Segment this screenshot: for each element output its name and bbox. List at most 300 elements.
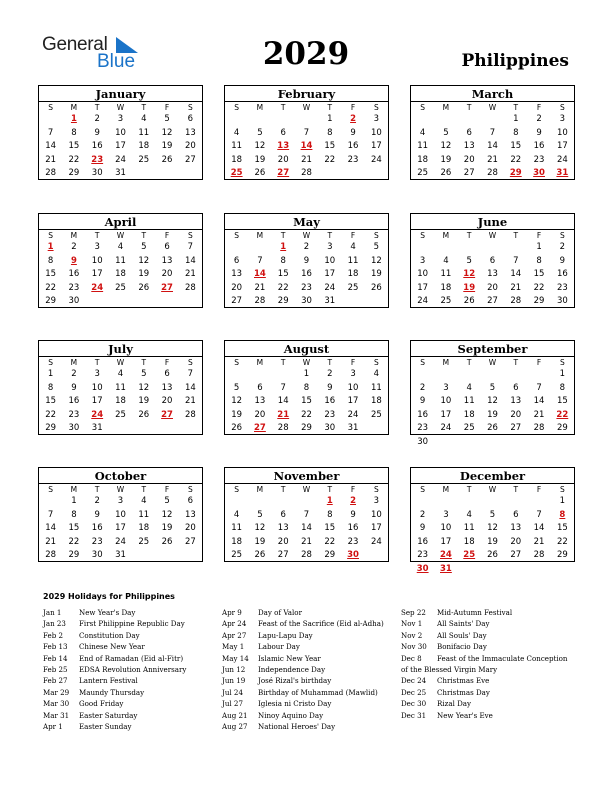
day-cell: 20 (510, 409, 522, 420)
weekday-label: S (234, 103, 240, 112)
day-cell: 3 (94, 369, 100, 379)
blank-cell (295, 495, 318, 509)
day-cell: 16 (417, 409, 429, 420)
day-cell: 16 (556, 269, 568, 280)
month-february (224, 85, 389, 180)
day-cell: 26 (463, 296, 475, 307)
day-cell: 15 (45, 269, 57, 280)
day-cell: 8 (47, 255, 54, 266)
day-cell: 18 (417, 154, 429, 165)
day-cell: 6 (164, 369, 170, 379)
weekday-label: F (164, 485, 170, 494)
day-cell: 8 (513, 127, 519, 138)
day-cell: 22 (533, 282, 545, 293)
weekday-label: S (373, 358, 379, 367)
weekday-label: M (442, 485, 450, 494)
day-cell: 26 (231, 423, 243, 434)
day-cell: 2 (94, 496, 100, 506)
holiday-day-cell: 1 (70, 114, 77, 124)
holiday-row (401, 653, 568, 664)
blank-cell (458, 113, 481, 127)
holidays-title: 2029 Holidays for Philippines (43, 592, 175, 601)
day-cell: 7 (187, 369, 194, 379)
day-cell: 8 (327, 509, 333, 520)
month-grid (39, 483, 202, 563)
holiday-row (222, 721, 384, 732)
day-cell: 13 (487, 269, 498, 280)
day-cell: 23 (68, 409, 80, 420)
day-cell: 17 (115, 141, 126, 152)
holiday-row (222, 698, 384, 709)
day-cell: 15 (324, 523, 336, 534)
holiday-name: Maundy Thursday (79, 687, 145, 697)
day-cell: 20 (184, 141, 196, 152)
day-cell: 22 (68, 536, 80, 547)
day-cell: 24 (370, 154, 382, 165)
holiday-name: Easter Sunday (79, 721, 132, 731)
day-cell: 14 (184, 382, 196, 393)
day-cell: 18 (463, 409, 475, 420)
blank-cell (411, 113, 434, 127)
day-cell: 25 (370, 409, 382, 420)
day-cell: 12 (370, 255, 382, 266)
day-cell: 18 (231, 154, 243, 165)
day-cell: 8 (71, 509, 77, 520)
weekday-label: S (187, 485, 193, 494)
day-cell: 6 (489, 255, 496, 266)
holiday-name: Day of Valor (258, 608, 302, 617)
day-cell: 14 (533, 396, 545, 407)
day-cell: 15 (68, 141, 80, 152)
holiday-name: Christmas Day (437, 687, 490, 697)
holiday-day-cell: 24 (91, 409, 104, 420)
month-april (38, 213, 203, 308)
day-cell: 9 (536, 127, 542, 138)
day-cell: 30 (417, 436, 429, 447)
day-cell: 17 (370, 141, 382, 152)
day-cell: 15 (324, 141, 336, 152)
day-cell: 9 (350, 509, 356, 520)
day-cell: 19 (231, 409, 243, 420)
day-cell: 22 (324, 154, 336, 165)
holiday-day-cell: 14 (254, 269, 266, 280)
day-cell: 1 (327, 114, 333, 124)
weekday-label: T (141, 103, 147, 112)
day-cell: 2 (419, 509, 426, 520)
weekday-label: T (94, 358, 100, 367)
day-cell: 30 (68, 296, 80, 307)
day-cell: 10 (91, 255, 103, 266)
day-cell: 14 (45, 523, 57, 534)
holiday-date: Jan 1 (43, 608, 62, 617)
day-cell: 12 (254, 523, 266, 534)
day-cell: 10 (115, 509, 126, 520)
day-cell: 3 (443, 382, 449, 393)
blank-cell (225, 113, 248, 127)
day-cell: 14 (277, 396, 289, 407)
day-cell: 5 (489, 382, 496, 393)
weekday-label: M (70, 231, 78, 240)
holiday-day-cell: 2 (350, 114, 357, 124)
holiday-name: Iglesia ni Cristo Day (258, 699, 332, 709)
day-cell: 2 (71, 242, 77, 252)
blank-cell (434, 113, 457, 127)
weekday-label: F (536, 103, 542, 112)
month-name: October (94, 469, 147, 483)
day-cell: 12 (138, 382, 150, 393)
blank-cell (295, 113, 318, 127)
weekday-label: W (302, 231, 311, 240)
day-cell: 5 (257, 127, 263, 138)
day-cell: 4 (419, 127, 426, 138)
weekday-label: S (48, 231, 54, 240)
day-cell: 3 (94, 242, 100, 252)
weekday-label: W (302, 485, 311, 494)
day-cell: 21 (184, 396, 196, 407)
day-cell: 24 (440, 423, 452, 434)
day-cell: 29 (556, 423, 568, 434)
holiday-row (401, 607, 568, 618)
day-cell: 4 (466, 509, 472, 520)
holiday-row (43, 630, 186, 641)
day-cell: 27 (463, 168, 475, 179)
weekday-label: F (350, 103, 356, 112)
day-cell: 13 (510, 396, 522, 407)
month-name: January (95, 87, 146, 101)
day-cell: 21 (254, 282, 266, 293)
holiday-day-cell: 31 (440, 563, 452, 574)
day-cell: 2 (419, 382, 426, 393)
day-cell: 8 (559, 382, 566, 393)
holiday-day-cell: 27 (254, 423, 266, 434)
day-cell: 26 (440, 168, 452, 179)
holiday-row (401, 618, 568, 629)
blank-cell (411, 241, 434, 255)
day-cell: 4 (443, 255, 449, 266)
day-cell: 6 (466, 127, 472, 138)
weekday-label: S (48, 103, 54, 112)
weekday-label: S (187, 231, 193, 240)
weekday-label: W (488, 485, 497, 494)
day-cell: 30 (91, 550, 103, 561)
weekday-label: T (327, 358, 333, 367)
day-cell: 31 (115, 168, 126, 179)
day-cell: 29 (277, 296, 289, 307)
day-cell: 9 (559, 255, 566, 266)
blank-cell (411, 495, 434, 509)
weekday-label: S (373, 231, 379, 240)
day-cell: 22 (68, 154, 80, 165)
month-grid (411, 229, 574, 309)
day-cell: 22 (45, 282, 57, 293)
blank-cell (504, 368, 527, 382)
day-cell: 31 (347, 423, 359, 434)
holiday-day-cell: 25 (463, 550, 476, 561)
blank-cell (39, 113, 62, 127)
day-cell: 21 (184, 269, 196, 280)
day-cell: 15 (301, 396, 312, 407)
day-cell: 10 (370, 509, 382, 520)
day-cell: 1 (47, 369, 54, 379)
weekday-label: F (350, 358, 356, 367)
weekday-label: T (513, 485, 519, 494)
month-grid (411, 101, 574, 181)
day-cell: 12 (487, 523, 498, 534)
day-cell: 19 (138, 396, 150, 407)
holiday-date: Apr 1 (43, 721, 63, 731)
day-cell: 25 (138, 536, 150, 547)
weekday-label: F (536, 485, 542, 494)
day-cell: 13 (161, 382, 173, 393)
weekday-label: M (256, 103, 264, 112)
day-cell: 27 (487, 296, 498, 307)
day-cell: 22 (324, 536, 336, 547)
day-cell: 9 (94, 509, 100, 520)
day-cell: 11 (138, 127, 150, 138)
day-cell: 3 (419, 255, 426, 266)
month-name: July (108, 342, 133, 356)
day-cell: 13 (231, 269, 243, 280)
day-cell: 16 (533, 141, 545, 152)
day-cell: 20 (231, 282, 243, 293)
day-cell: 11 (115, 255, 126, 266)
holiday-row (401, 675, 568, 686)
weekday-label: F (164, 231, 170, 240)
holiday-date: Sep 22 (401, 608, 426, 617)
weekday-label: T (513, 231, 519, 240)
blank-cell (434, 495, 457, 509)
day-cell: 15 (556, 523, 568, 534)
holiday-day-cell: 8 (559, 509, 566, 520)
day-cell: 28 (45, 168, 57, 179)
day-cell: 18 (115, 396, 126, 407)
brand-word-general: General (42, 34, 108, 55)
day-cell: 6 (187, 496, 194, 506)
day-cell: 7 (536, 509, 542, 520)
day-cell: 20 (487, 282, 498, 293)
day-cell: 27 (184, 154, 196, 165)
holiday-date: Nov 30 (401, 642, 427, 652)
day-cell: 8 (280, 255, 286, 266)
weekday-label: T (466, 358, 472, 367)
day-cell: 2 (71, 369, 77, 379)
day-cell: 15 (277, 269, 289, 280)
day-cell: 14 (487, 141, 498, 152)
month-grid (39, 101, 202, 181)
holiday-date: Feb 13 (43, 642, 68, 652)
day-cell: 7 (47, 509, 54, 520)
day-cell: 18 (231, 536, 243, 547)
weekday-label: W (116, 231, 125, 240)
holiday-name: Birthday of Muhammad (Mawlid) (258, 687, 378, 697)
day-cell: 12 (138, 255, 150, 266)
day-cell: 24 (115, 536, 126, 547)
day-cell: 23 (347, 536, 359, 547)
day-cell: 12 (231, 396, 243, 407)
day-cell: 13 (277, 523, 289, 534)
day-cell: 30 (68, 423, 80, 434)
month-name: September (457, 342, 528, 356)
weekday-label: M (70, 103, 78, 112)
holiday-date: Feb 27 (43, 676, 68, 686)
day-cell: 22 (510, 154, 522, 165)
day-cell: 1 (513, 114, 519, 124)
holiday-day-cell: 30 (533, 168, 545, 179)
day-cell: 27 (277, 550, 289, 561)
holiday-row (401, 664, 568, 675)
day-cell: 13 (161, 255, 173, 266)
holiday-name: All Saints' Day (437, 619, 490, 629)
weekday-label: T (94, 231, 100, 240)
day-cell: 3 (373, 114, 380, 124)
weekday-label: S (373, 103, 379, 112)
day-cell: 21 (487, 154, 498, 165)
holiday-day-cell: 23 (91, 154, 104, 165)
day-cell: 4 (141, 114, 147, 124)
holiday-name: Ninoy Aquino Day (258, 710, 324, 720)
holiday-row (222, 664, 384, 675)
weekday-label: S (420, 103, 426, 112)
day-cell: 22 (45, 409, 57, 420)
day-cell: 19 (487, 409, 498, 420)
holiday-day-cell: 21 (277, 409, 290, 420)
holiday-date: Jul 24 (222, 687, 243, 697)
day-cell: 21 (533, 409, 545, 420)
day-cell: 10 (556, 127, 568, 138)
day-cell: 5 (141, 242, 147, 252)
weekday-label: S (559, 103, 565, 112)
day-cell: 29 (68, 168, 80, 179)
day-cell: 14 (510, 269, 522, 280)
day-cell: 9 (350, 127, 356, 138)
day-cell: 21 (301, 536, 312, 547)
day-cell: 4 (350, 242, 356, 252)
day-cell: 17 (115, 523, 126, 534)
weekday-label: T (280, 103, 286, 112)
day-cell: 12 (161, 127, 173, 138)
day-cell: 20 (254, 409, 266, 420)
blank-cell (504, 495, 527, 509)
holiday-name: Rizal Day (437, 699, 472, 709)
holiday-day-cell: 27 (161, 409, 173, 420)
day-cell: 14 (301, 523, 312, 534)
day-cell: 22 (556, 536, 568, 547)
day-cell: 29 (324, 550, 336, 561)
day-cell: 18 (370, 396, 382, 407)
holiday-day-cell: 1 (47, 242, 54, 252)
holiday-day-cell: 19 (463, 282, 476, 293)
holiday-day-cell: 27 (277, 168, 290, 179)
day-cell: 14 (45, 141, 57, 152)
blank-cell (248, 113, 271, 127)
holiday-row (43, 698, 186, 709)
blank-cell (272, 368, 295, 382)
holiday-day-cell: 22 (556, 409, 569, 420)
weekday-label: M (70, 485, 78, 494)
holiday-date: Apr 9 (222, 608, 242, 617)
holiday-day-cell: 24 (440, 550, 452, 561)
holiday-day-cell: 1 (280, 242, 287, 252)
holiday-name: of the Blessed Virgin Mary (401, 664, 498, 674)
day-cell: 27 (510, 550, 522, 561)
day-cell: 7 (489, 127, 496, 138)
holiday-date: Dec 25 (401, 687, 427, 697)
day-cell: 27 (231, 296, 243, 307)
day-cell: 2 (536, 114, 542, 124)
day-cell: 24 (370, 536, 382, 547)
day-cell: 19 (161, 141, 173, 152)
holiday-row (401, 698, 568, 709)
blank-cell (272, 495, 295, 509)
holiday-day-cell: 27 (161, 282, 173, 293)
day-cell: 6 (513, 509, 519, 520)
day-cell: 23 (417, 550, 429, 561)
day-cell: 31 (115, 550, 126, 561)
day-cell: 9 (419, 396, 426, 407)
holidays-column (222, 607, 384, 732)
day-cell: 11 (463, 396, 475, 407)
holiday-name: Constitution Day (79, 630, 140, 640)
day-cell: 12 (254, 141, 266, 152)
day-cell: 4 (117, 242, 124, 252)
blank-cell (248, 368, 271, 382)
day-cell: 20 (161, 396, 173, 407)
day-cell: 5 (233, 382, 240, 393)
holiday-row (43, 710, 186, 721)
holiday-date: May 14 (222, 653, 249, 663)
month-august (224, 340, 389, 435)
blank-cell (481, 495, 504, 509)
day-cell: 25 (115, 282, 126, 293)
day-cell: 25 (347, 282, 359, 293)
day-cell: 10 (440, 523, 452, 534)
holiday-name: Independence Day (258, 664, 326, 674)
day-cell: 11 (347, 255, 359, 266)
day-cell: 16 (91, 523, 103, 534)
day-cell: 8 (327, 127, 333, 138)
day-cell: 28 (510, 296, 522, 307)
day-cell: 9 (303, 255, 310, 266)
day-cell: 6 (280, 127, 286, 138)
day-cell: 29 (45, 423, 57, 434)
day-cell: 5 (443, 127, 449, 138)
holiday-date: Aug 27 (222, 721, 248, 731)
day-cell: 17 (370, 523, 382, 534)
day-cell: 23 (417, 423, 429, 434)
month-name: December (459, 469, 526, 483)
day-cell: 14 (184, 255, 196, 266)
weekday-label: W (488, 231, 497, 240)
holiday-name: Bonifacio Day (437, 642, 487, 652)
weekday-label: T (280, 231, 286, 240)
day-cell: 19 (440, 154, 452, 165)
blank-cell (481, 241, 504, 255)
day-cell: 24 (115, 154, 126, 165)
holiday-date: Jul 27 (222, 699, 243, 709)
day-cell: 11 (463, 523, 475, 534)
day-cell: 24 (556, 154, 568, 165)
holiday-date: Mar 31 (43, 710, 70, 720)
blank-cell (248, 495, 271, 509)
day-cell: 25 (138, 154, 150, 165)
holiday-name: Good Friday (79, 699, 124, 709)
blank-cell (434, 241, 457, 255)
day-cell: 29 (68, 550, 80, 561)
day-cell: 23 (91, 536, 103, 547)
day-cell: 23 (324, 409, 336, 420)
day-cell: 3 (117, 496, 124, 506)
holiday-row (222, 641, 384, 652)
